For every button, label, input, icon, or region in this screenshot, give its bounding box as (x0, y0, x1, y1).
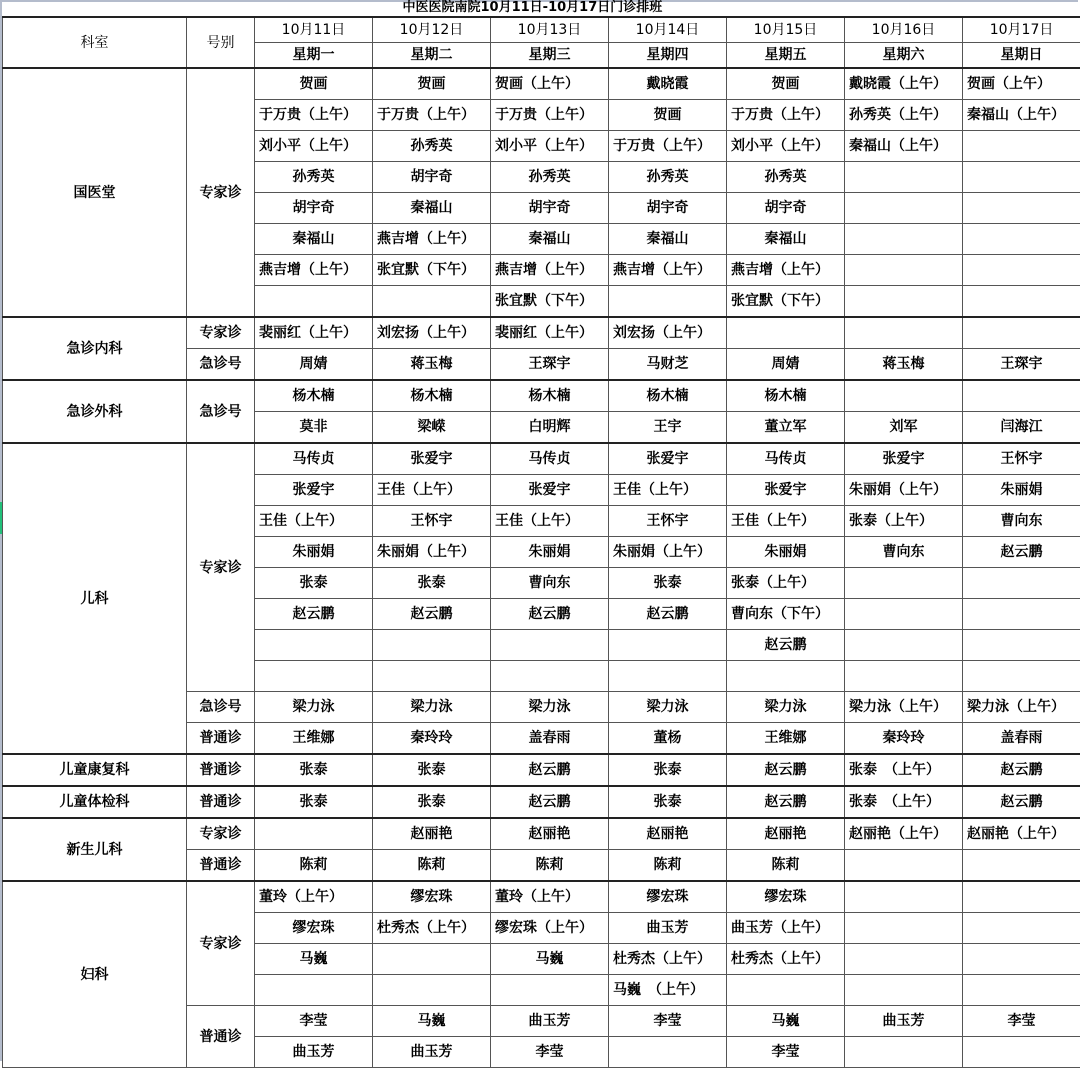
schedule-cell: 曹向东 (491, 568, 609, 599)
schedule-cell: 秦福山 (255, 224, 373, 255)
schedule-cell (255, 630, 373, 661)
schedule-cell: 赵云鹏 (727, 786, 845, 818)
schedule-cell: 莫非 (255, 412, 373, 444)
schedule-cell: 曲玉芳 (609, 913, 727, 944)
schedule-cell: 马巍 （上午） (609, 975, 727, 1006)
table-row (3, 754, 1080, 786)
type-header: 号别 (187, 17, 255, 68)
schedule-cell (727, 317, 845, 349)
schedule-cell: 杨木楠 (609, 380, 727, 412)
schedule-cell: 盖春雨 (963, 723, 1080, 755)
schedule-cell: 贺画（上午） (491, 68, 609, 100)
clinic-type: 急诊号 (187, 380, 255, 443)
schedule-cell (963, 380, 1080, 412)
schedule-cell: 刘小平（上午） (727, 131, 845, 162)
schedule-cell: 周婧 (255, 349, 373, 381)
schedule-cell: 王维娜 (255, 723, 373, 755)
schedule-cell: 胡宇奇 (373, 162, 491, 193)
schedule-cell (845, 944, 963, 975)
schedule-cell: 孙秀英 (727, 162, 845, 193)
weekday-header: 星期五 (727, 43, 845, 69)
schedule-cell: 张爱宇 (727, 475, 845, 506)
schedule-cell: 裴丽红（上午） (255, 317, 373, 349)
schedule-cell: 张爱宇 (609, 443, 727, 475)
schedule-cell: 李莹 (963, 1006, 1080, 1037)
schedule-cell: 杨木楠 (727, 380, 845, 412)
schedule-cell: 陈莉 (255, 850, 373, 882)
schedule-cell: 张泰 （上午） (845, 786, 963, 818)
clinic-type: 普通诊 (187, 754, 255, 786)
schedule-cell: 张泰 (609, 568, 727, 599)
schedule-cell: 张泰 (373, 568, 491, 599)
schedule-cell: 董玲（上午） (255, 881, 373, 913)
schedule-cell: 王佳（上午） (727, 506, 845, 537)
schedule-cell: 刘宏扬（上午） (373, 317, 491, 349)
department-name: 儿童体检科 (3, 786, 187, 818)
schedule-cell: 秦福山（上午） (845, 131, 963, 162)
schedule-cell: 杨木楠 (255, 380, 373, 412)
schedule-cell: 缪宏珠 (609, 881, 727, 913)
schedule-cell: 曲玉芳 (491, 1006, 609, 1037)
schedule-cell: 赵丽艳 (491, 818, 609, 850)
schedule-cell (845, 255, 963, 286)
schedule-cell: 贺画 (727, 68, 845, 100)
schedule-cell: 杨木楠 (491, 380, 609, 412)
schedule-cell: 张宜默（下午） (373, 255, 491, 286)
schedule-cell (845, 630, 963, 661)
schedule-cell: 周婧 (727, 349, 845, 381)
schedule-cell: 蒋玉梅 (373, 349, 491, 381)
schedule-cell: 杜秀杰（上午） (373, 913, 491, 944)
schedule-cell: 杜秀杰（上午） (727, 944, 845, 975)
schedule-cell: 赵云鹏 (963, 786, 1080, 818)
schedule-cell: 缪宏珠（上午） (491, 913, 609, 944)
date-header: 10月16日 (845, 17, 963, 43)
schedule-cell (255, 818, 373, 850)
schedule-cell: 马传贞 (727, 443, 845, 475)
schedule-cell: 张宜默（下午） (491, 286, 609, 318)
schedule-cell: 秦福山 (491, 224, 609, 255)
department-name: 儿科 (3, 443, 187, 754)
clinic-type: 普通诊 (187, 786, 255, 818)
schedule-cell (963, 599, 1080, 630)
schedule-cell: 刘小平（上午） (255, 131, 373, 162)
schedule-cell: 梁力泳（上午） (963, 692, 1080, 723)
table-row (3, 443, 1080, 475)
dept-header: 科室 (3, 17, 187, 68)
department-name: 儿童康复科 (3, 754, 187, 786)
department-name: 急诊内科 (3, 317, 187, 380)
schedule-cell: 赵丽艳（上午） (963, 818, 1080, 850)
schedule-cell: 刘军 (845, 412, 963, 444)
schedule-cell: 赵丽艳 (373, 818, 491, 850)
schedule-cell (845, 661, 963, 692)
schedule-cell (963, 162, 1080, 193)
schedule-cell: 燕吉增（上午） (727, 255, 845, 286)
schedule-cell: 刘宏扬（上午） (609, 317, 727, 349)
schedule-cell: 张爱宇 (845, 443, 963, 475)
schedule-cell: 缪宏珠 (373, 881, 491, 913)
weekday-header: 星期日 (963, 43, 1080, 69)
schedule-cell: 于万贵（上午） (491, 100, 609, 131)
schedule-cell: 燕吉增（上午） (491, 255, 609, 286)
schedule-cell (609, 661, 727, 692)
schedule-cell (609, 286, 727, 318)
schedule-cell (963, 850, 1080, 882)
schedule-cell: 秦福山 (727, 224, 845, 255)
schedule-cell: 王怀宇 (609, 506, 727, 537)
schedule-cell: 闫海江 (963, 412, 1080, 444)
schedule-cell: 赵云鹏 (373, 599, 491, 630)
schedule-cell: 朱丽娟 (963, 475, 1080, 506)
schedule-cell (963, 630, 1080, 661)
schedule-cell: 孙秀英 (491, 162, 609, 193)
clinic-type: 急诊号 (187, 349, 255, 381)
schedule-cell: 白明辉 (491, 412, 609, 444)
schedule-cell: 王佳（上午） (609, 475, 727, 506)
schedule-cell: 赵丽艳（上午） (845, 818, 963, 850)
schedule-cell: 赵云鹏 (491, 786, 609, 818)
schedule-cell (845, 380, 963, 412)
schedule-cell: 杜秀杰（上午） (609, 944, 727, 975)
schedule-cell: 朱丽娟（上午） (373, 537, 491, 568)
schedule-cell (963, 131, 1080, 162)
schedule-cell: 张宜默（下午） (727, 286, 845, 318)
weekday-header: 星期四 (609, 43, 727, 69)
schedule-cell (845, 224, 963, 255)
weekday-header: 星期一 (255, 43, 373, 69)
schedule-cell: 张泰（上午） (727, 568, 845, 599)
schedule-cell: 梁力泳 (373, 692, 491, 723)
schedule-cell: 胡宇奇 (491, 193, 609, 224)
schedule-cell: 张爱宇 (373, 443, 491, 475)
schedule-cell: 董玲（上午） (491, 881, 609, 913)
schedule-cell: 张泰 (255, 568, 373, 599)
date-header-row (3, 17, 1080, 43)
schedule-cell: 马巍 (373, 1006, 491, 1037)
schedule-cell (963, 286, 1080, 318)
department-name: 妇科 (3, 881, 187, 1068)
schedule-cell (845, 193, 963, 224)
schedule-cell: 曲玉芳 (255, 1037, 373, 1068)
schedule-cell: 李莹 (609, 1006, 727, 1037)
date-header: 10月14日 (609, 17, 727, 43)
schedule-cell: 孙秀英 (255, 162, 373, 193)
schedule-cell: 秦福山 (373, 193, 491, 224)
schedule-cell: 赵丽艳 (727, 818, 845, 850)
schedule-cell: 陈莉 (491, 850, 609, 882)
schedule-cell (727, 975, 845, 1006)
schedule-cell: 秦福山 (609, 224, 727, 255)
schedule-cell: 杨木楠 (373, 380, 491, 412)
schedule-cell (963, 255, 1080, 286)
weekday-header: 星期六 (845, 43, 963, 69)
schedule-cell: 于万贵（上午） (255, 100, 373, 131)
date-header: 10月17日 (963, 17, 1080, 43)
title-row (3, 0, 1080, 17)
schedule-cell: 于万贵（上午） (373, 100, 491, 131)
schedule-cell: 秦玲玲 (373, 723, 491, 755)
schedule-cell (491, 975, 609, 1006)
schedule-cell: 于万贵（上午） (609, 131, 727, 162)
schedule-cell (255, 286, 373, 318)
schedule-cell (845, 568, 963, 599)
schedule-cell: 朱丽娟 (727, 537, 845, 568)
date-header: 10月12日 (373, 17, 491, 43)
schedule-cell (255, 661, 373, 692)
schedule-cell (963, 568, 1080, 599)
schedule-cell: 裴丽红（上午） (491, 317, 609, 349)
schedule-cell: 胡宇奇 (727, 193, 845, 224)
schedule-cell (963, 881, 1080, 913)
schedule-cell (963, 224, 1080, 255)
schedule-cell: 朱丽娟 (491, 537, 609, 568)
schedule-cell (845, 913, 963, 944)
table-row (3, 786, 1080, 818)
schedule-cell: 李莹 (491, 1037, 609, 1068)
schedule-cell: 孙秀英 (609, 162, 727, 193)
schedule-cell: 赵云鹏 (255, 599, 373, 630)
schedule-cell: 王佳（上午） (255, 506, 373, 537)
schedule-cell (373, 630, 491, 661)
schedule-cell: 梁力泳 (491, 692, 609, 723)
schedule-cell: 缪宏珠 (727, 881, 845, 913)
schedule-cell (963, 944, 1080, 975)
schedule-cell: 曹向东（下午） (727, 599, 845, 630)
schedule-cell: 盖春雨 (491, 723, 609, 755)
schedule-cell: 贺画（上午） (963, 68, 1080, 100)
schedule-cell: 蒋玉梅 (845, 349, 963, 381)
schedule-cell (609, 630, 727, 661)
department-name: 急诊外科 (3, 380, 187, 443)
schedule-cell: 刘小平（上午） (491, 131, 609, 162)
schedule-cell: 马传贞 (255, 443, 373, 475)
schedule-cell: 马巍 (491, 944, 609, 975)
schedule-cell: 朱丽娟 (255, 537, 373, 568)
schedule-cell: 李莹 (727, 1037, 845, 1068)
schedule-cell: 张泰 (373, 754, 491, 786)
schedule-cell: 于万贵（上午） (727, 100, 845, 131)
clinic-type: 专家诊 (187, 443, 255, 692)
schedule-cell: 王怀宇 (373, 506, 491, 537)
schedule-cell: 张泰 (609, 786, 727, 818)
schedule-cell (963, 975, 1080, 1006)
schedule-cell: 孙秀英（上午） (845, 100, 963, 131)
schedule-cell: 马巍 (255, 944, 373, 975)
schedule-cell: 燕吉增（上午） (255, 255, 373, 286)
clinic-type: 普通诊 (187, 850, 255, 882)
schedule-cell (255, 975, 373, 1006)
table-row (3, 68, 1080, 100)
table-row (3, 317, 1080, 349)
schedule-cell (963, 913, 1080, 944)
schedule-cell: 曹向东 (963, 506, 1080, 537)
schedule-cell: 王怀宇 (963, 443, 1080, 475)
schedule-cell (845, 881, 963, 913)
schedule-cell: 马财芝 (609, 349, 727, 381)
schedule-cell: 王佳（上午） (373, 475, 491, 506)
schedule-cell: 马传贞 (491, 443, 609, 475)
schedule-cell: 赵云鹏 (963, 537, 1080, 568)
schedule-cell: 胡宇奇 (255, 193, 373, 224)
schedule-cell: 曹向东 (845, 537, 963, 568)
schedule-cell (963, 193, 1080, 224)
schedule-cell (963, 661, 1080, 692)
schedule-cell: 赵云鹏 (491, 754, 609, 786)
schedule-cell: 曲玉芳 (845, 1006, 963, 1037)
schedule-cell: 马巍 (727, 1006, 845, 1037)
schedule-cell: 张泰 (373, 786, 491, 818)
schedule-cell (727, 661, 845, 692)
clinic-type: 普通诊 (187, 1006, 255, 1068)
schedule-cell (845, 317, 963, 349)
schedule-cell: 秦玲玲 (845, 723, 963, 755)
department-name: 国医堂 (3, 68, 187, 317)
schedule-cell (845, 975, 963, 1006)
schedule-cell: 孙秀英 (373, 131, 491, 162)
schedule-cell: 梁力泳 (609, 692, 727, 723)
schedule-cell: 朱丽娟（上午） (609, 537, 727, 568)
schedule-cell: 董立军 (727, 412, 845, 444)
date-header: 10月15日 (727, 17, 845, 43)
clinic-type: 专家诊 (187, 317, 255, 349)
schedule-cell: 张泰 (255, 754, 373, 786)
schedule-cell: 张爱宇 (255, 475, 373, 506)
date-header: 10月13日 (491, 17, 609, 43)
schedule-cell (845, 850, 963, 882)
schedule-cell: 秦福山（上午） (963, 100, 1080, 131)
clinic-type: 急诊号 (187, 692, 255, 723)
schedule-cell: 赵丽艳 (609, 818, 727, 850)
schedule-cell (845, 286, 963, 318)
schedule-cell: 贺画 (255, 68, 373, 100)
table-row (3, 818, 1080, 850)
schedule-cell: 王琛宇 (963, 349, 1080, 381)
schedule-cell: 缪宏珠 (255, 913, 373, 944)
schedule-cell: 赵云鹏 (609, 599, 727, 630)
schedule-cell: 王佳（上午） (491, 506, 609, 537)
schedule-cell: 张泰 (609, 754, 727, 786)
schedule-cell: 梁力泳 (727, 692, 845, 723)
schedule-cell: 陈莉 (609, 850, 727, 882)
schedule-cell (845, 162, 963, 193)
schedule-table (2, 0, 1080, 1068)
schedule-cell: 燕吉增（上午） (609, 255, 727, 286)
schedule-cell: 赵云鹏 (727, 630, 845, 661)
schedule-cell: 贺画 (373, 68, 491, 100)
schedule-cell: 燕吉增（上午） (373, 224, 491, 255)
schedule-cell: 赵云鹏 (963, 754, 1080, 786)
schedule-cell: 戴晓霞（上午） (845, 68, 963, 100)
schedule-cell: 张泰（上午） (845, 506, 963, 537)
schedule-cell: 张泰 (255, 786, 373, 818)
schedule-cell: 朱丽娟（上午） (845, 475, 963, 506)
schedule-cell: 梁力泳 (255, 692, 373, 723)
clinic-type: 专家诊 (187, 881, 255, 1006)
clinic-type: 专家诊 (187, 818, 255, 850)
schedule-cell: 陈莉 (373, 850, 491, 882)
page-title: 中医医院南院10月11日-10月17日门诊排班 (3, 0, 1080, 16)
schedule-cell: 梁力泳（上午） (845, 692, 963, 723)
date-header: 10月11日 (255, 17, 373, 43)
department-name: 新生儿科 (3, 818, 187, 881)
schedule-cell: 王维娜 (727, 723, 845, 755)
clinic-type: 专家诊 (187, 68, 255, 317)
schedule-cell: 赵云鹏 (727, 754, 845, 786)
schedule-cell (373, 975, 491, 1006)
schedule-cell (845, 599, 963, 630)
weekday-header: 星期三 (491, 43, 609, 69)
schedule-cell (373, 944, 491, 975)
schedule-cell (373, 661, 491, 692)
schedule-cell: 陈莉 (727, 850, 845, 882)
schedule-cell: 曲玉芳 (373, 1037, 491, 1068)
schedule-cell (373, 286, 491, 318)
schedule-cell: 张爱宇 (491, 475, 609, 506)
schedule-cell: 梁嵘 (373, 412, 491, 444)
table-row (3, 881, 1080, 913)
schedule-cell (491, 630, 609, 661)
schedule-cell: 李莹 (255, 1006, 373, 1037)
schedule-cell: 赵云鹏 (491, 599, 609, 630)
schedule-cell: 胡宇奇 (609, 193, 727, 224)
schedule-cell: 贺画 (609, 100, 727, 131)
clinic-type: 普通诊 (187, 723, 255, 755)
schedule-cell (963, 317, 1080, 349)
schedule-cell (491, 661, 609, 692)
schedule-cell: 曲玉芳（上午） (727, 913, 845, 944)
schedule-cell: 王宇 (609, 412, 727, 444)
schedule-cell: 张泰 （上午） (845, 754, 963, 786)
schedule-cell: 王琛宇 (491, 349, 609, 381)
weekday-header: 星期二 (373, 43, 491, 69)
schedule-cell: 董杨 (609, 723, 727, 755)
table-row (3, 380, 1080, 412)
schedule-cell: 戴晓霞 (609, 68, 727, 100)
